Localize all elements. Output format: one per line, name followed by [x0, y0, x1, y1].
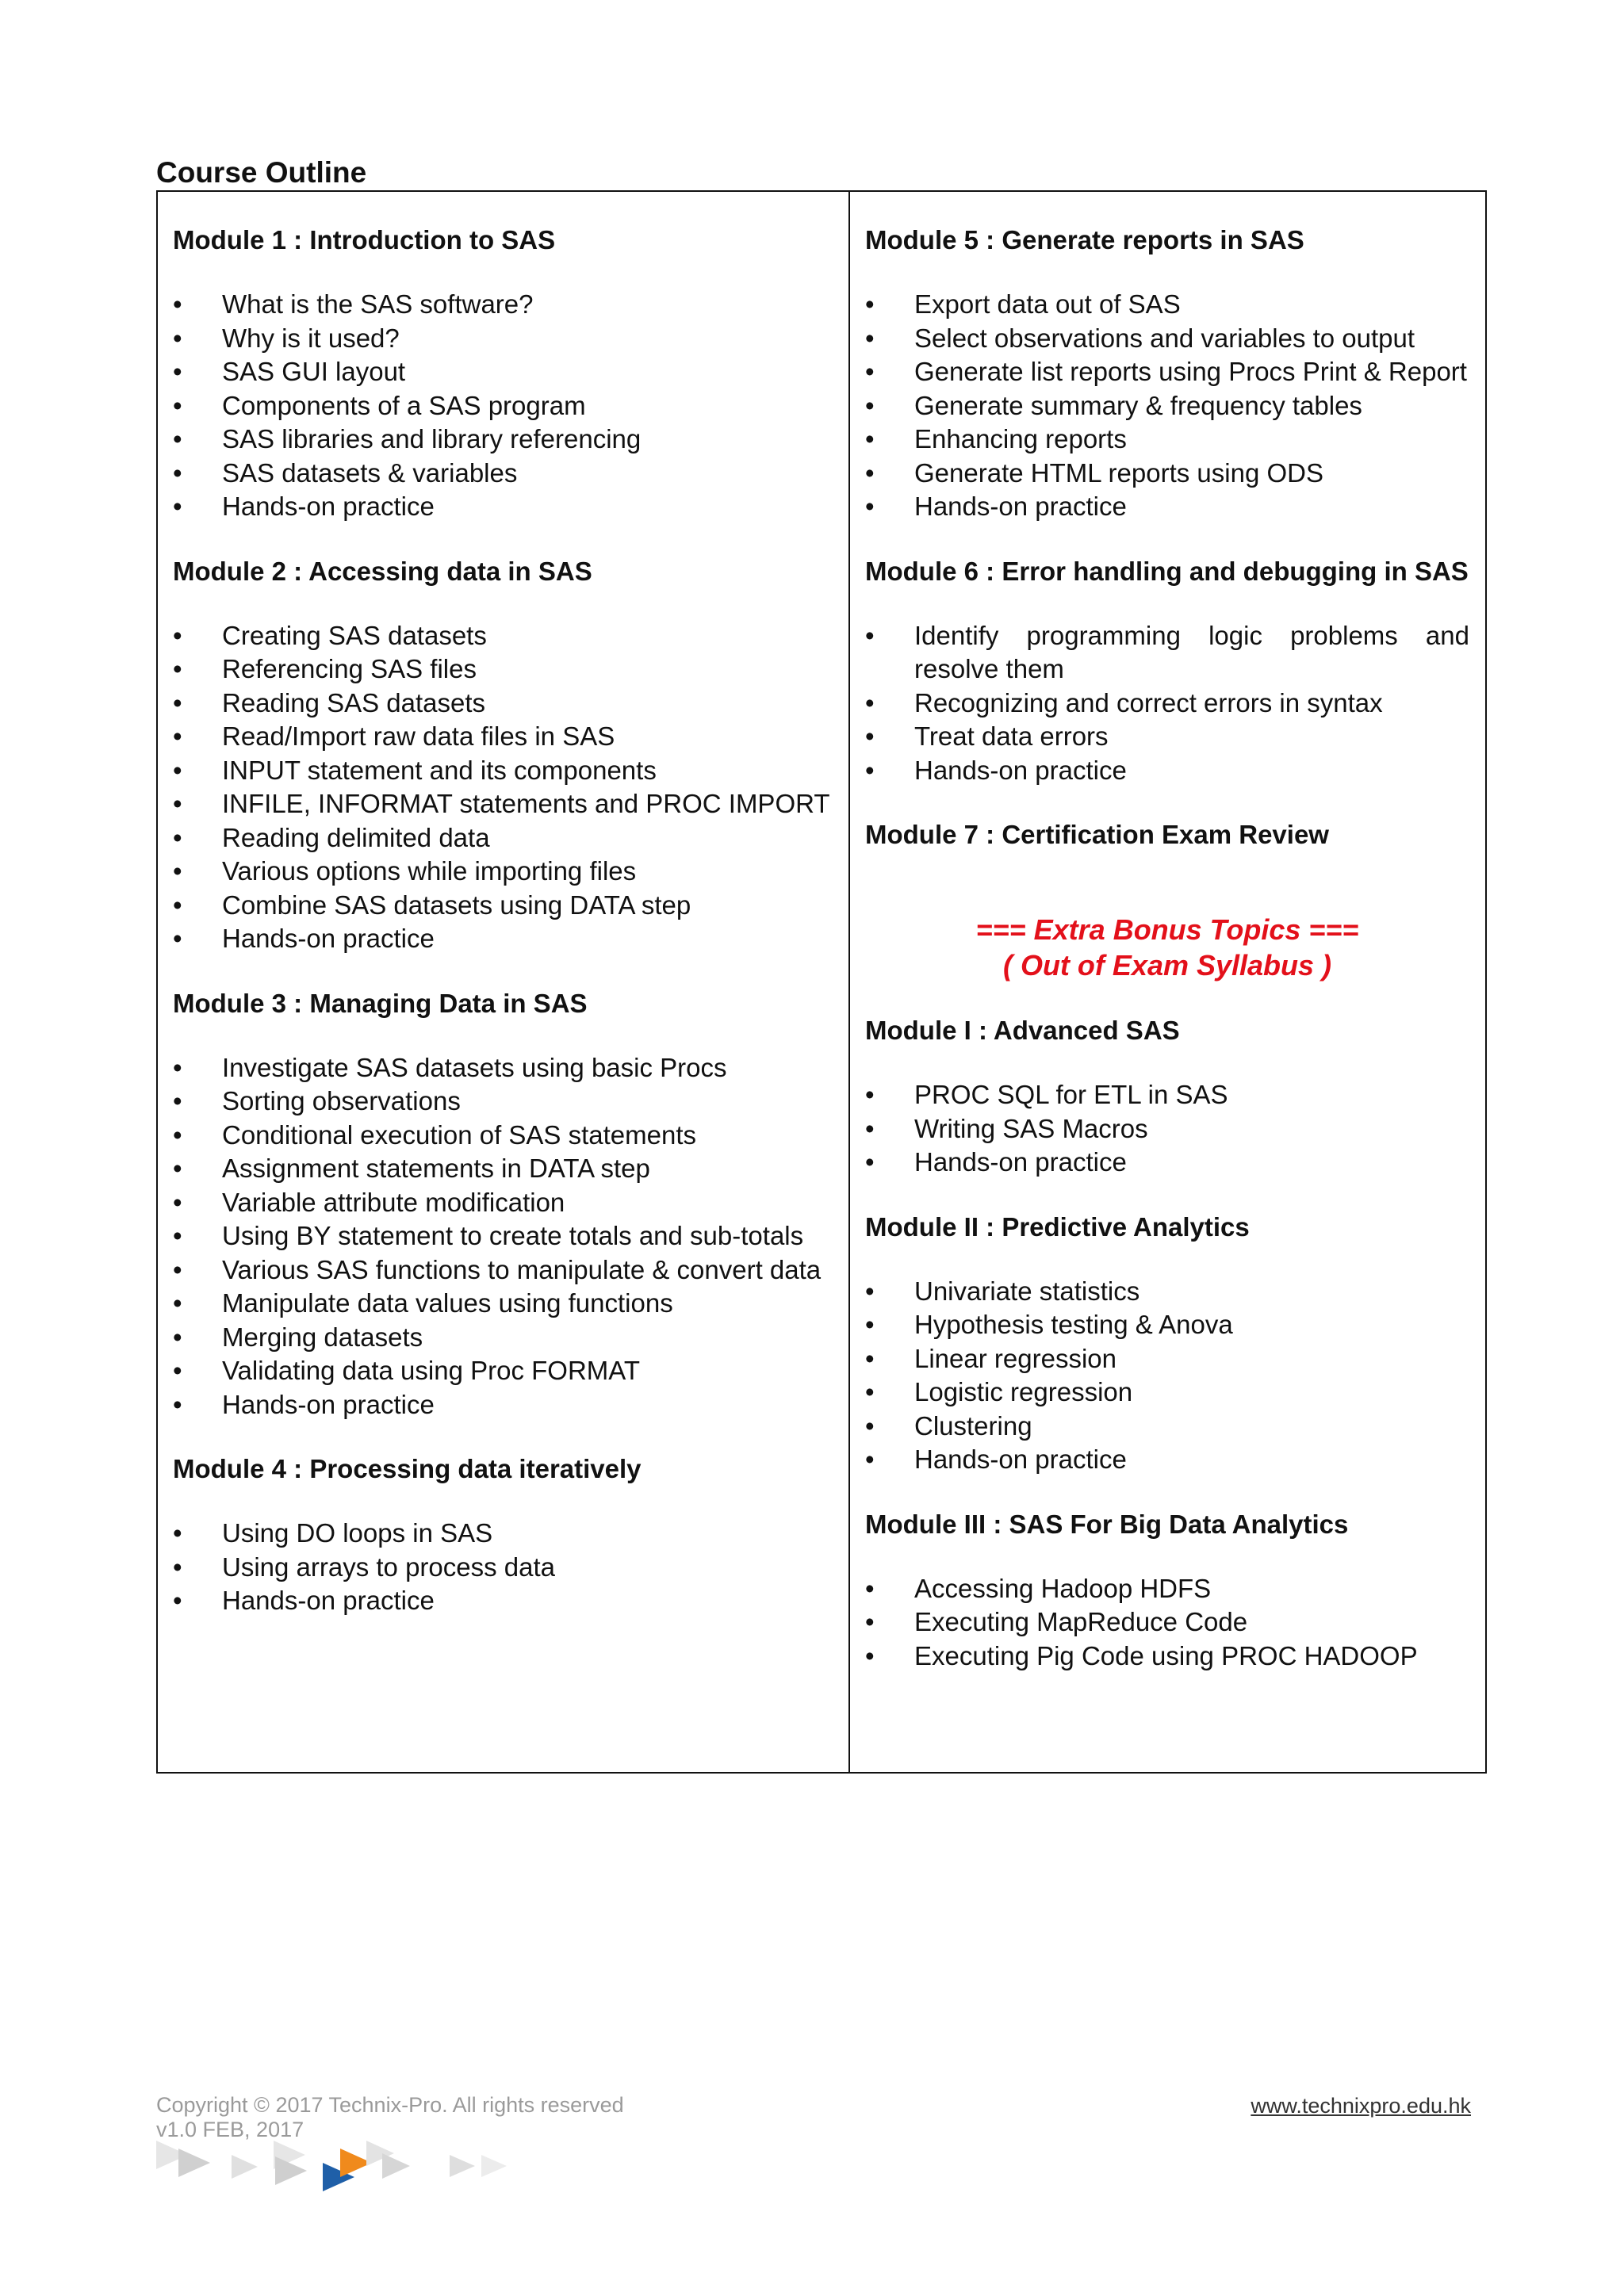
bullet-icon: •	[173, 1552, 182, 1582]
list-item	[865, 389, 1469, 423]
bullet-icon: •	[865, 323, 875, 353]
logo-arrow-9	[382, 2153, 410, 2179]
bullet-icon: •	[173, 424, 182, 453]
logo-arrow-2	[178, 2149, 210, 2177]
bullet-icon: •	[865, 1310, 875, 1339]
list-item-text: Logistic regression	[914, 1377, 1133, 1406]
module-heading: Module 5 : Generate reports in SAS	[865, 225, 1304, 254]
bullet-icon: •	[865, 721, 875, 751]
bullet-icon: •	[865, 687, 875, 718]
bullet-icon: •	[173, 323, 182, 353]
list-item	[173, 288, 833, 322]
list-item-text: Hands-on practice	[914, 492, 1127, 521]
footer-left	[156, 2093, 624, 2142]
module-heading: Module II : Predictive Analytics	[865, 1211, 1250, 1242]
bullet-icon: •	[173, 654, 182, 683]
list-item-text: Read/Import raw data files in SAS	[222, 721, 615, 751]
list-item-text: Hands-on practice	[914, 1445, 1127, 1474]
list-item-text: Treat data errors	[914, 721, 1109, 751]
bullet-icon: •	[865, 390, 875, 420]
list-item-text: Variable attribute modification	[222, 1187, 565, 1217]
list-item-text: Reading SAS datasets	[222, 687, 486, 718]
module-heading: Module 1 : Introduction to SAS	[173, 225, 556, 254]
list-item	[865, 1112, 1469, 1146]
arrow-triangles-logo-icon	[156, 2141, 521, 2212]
copyright-text: Copyright © 2017 Technix-Pro. All rights reserved	[156, 2093, 624, 2117]
list-item-text: Hands-on practice	[914, 1147, 1127, 1177]
bullet-icon: •	[173, 1389, 182, 1419]
list-item	[173, 1119, 833, 1153]
list-item	[173, 687, 833, 721]
bullet-icon: •	[865, 1573, 875, 1603]
list-item-text: INFILE, INFORMAT statements and PROC IMPORT	[222, 789, 830, 818]
list-item	[865, 490, 1469, 524]
list-item	[173, 619, 833, 653]
module-heading: Module III : SAS For Big Data Analytics	[865, 1509, 1349, 1539]
version-text: v1.0 FEB, 2017	[156, 2118, 304, 2141]
bullet-icon: •	[173, 1221, 182, 1250]
list-item-text: Linear regression	[914, 1343, 1116, 1373]
list-item-text: SAS GUI layout	[222, 357, 406, 386]
list-item	[865, 322, 1469, 356]
list-item-text: Export data out of SAS	[914, 289, 1181, 319]
list-item	[173, 652, 833, 687]
website-link[interactable]: www.technixpro.edu.hk	[1251, 2094, 1471, 2118]
list-item	[865, 1605, 1469, 1640]
course-outline-table	[156, 190, 1487, 1774]
list-item-text: SAS datasets & variables	[222, 457, 518, 488]
list-item-text: Using BY statement to create totals and sub-totals	[222, 1221, 804, 1250]
bullet-icon: •	[173, 856, 182, 886]
list-item-text: What is the SAS software?	[222, 289, 534, 319]
list-item-text: Investigate SAS datasets using basic Procs	[222, 1052, 727, 1082]
list-item	[173, 1085, 833, 1119]
list-item	[865, 457, 1469, 491]
list-item	[865, 288, 1469, 322]
list-item	[173, 1186, 833, 1220]
list-item-text: Manipulate data values using functions	[222, 1288, 673, 1318]
bullet-icon: •	[173, 1254, 182, 1284]
list-item	[865, 355, 1469, 389]
list-item	[173, 855, 833, 889]
list-item	[865, 1410, 1469, 1444]
list-item-text: Generate summary & frequency tables	[914, 390, 1362, 420]
list-item	[173, 1152, 833, 1186]
list-item-text: Various options while importing files	[222, 856, 637, 886]
list-item	[173, 1551, 833, 1585]
list-item	[173, 1253, 833, 1288]
bullet-icon: •	[173, 1119, 182, 1150]
list-item	[865, 423, 1469, 457]
module-topic-list	[173, 619, 833, 956]
bullet-icon: •	[173, 1518, 182, 1548]
bullet-icon: •	[173, 1052, 182, 1082]
list-item	[173, 457, 833, 491]
list-item-text: Executing Pig Code using PROC HADOOP	[914, 1640, 1418, 1670]
module-topic-list	[173, 288, 833, 524]
list-item-text: Executing MapReduce Code	[914, 1607, 1248, 1636]
list-item	[173, 389, 833, 423]
logo-arrow-10	[450, 2155, 475, 2177]
list-item-text: PROC SQL for ETL in SAS	[914, 1080, 1228, 1109]
list-item	[173, 423, 833, 457]
list-item	[865, 1443, 1469, 1477]
list-item	[865, 754, 1469, 788]
bullet-icon: •	[865, 1113, 875, 1143]
list-item	[865, 1078, 1469, 1112]
module-topic-list	[865, 1275, 1469, 1477]
module-heading: Module 2 : Accessing data in SAS	[173, 556, 592, 586]
bullet-icon: •	[173, 687, 182, 718]
list-item	[173, 1287, 833, 1321]
list-item-text: Writing SAS Macros	[914, 1113, 1148, 1143]
list-item-text: Using arrays to process data	[222, 1552, 556, 1582]
list-item	[173, 787, 833, 821]
bullet-icon: •	[865, 1607, 875, 1636]
list-item-text: SAS libraries and library referencing	[222, 424, 642, 453]
list-item-text: Generate HTML reports using ODS	[914, 457, 1323, 488]
bullet-icon: •	[173, 390, 182, 420]
list-item	[865, 687, 1469, 721]
list-item-text: Generate list reports using Procs Print & Report	[914, 357, 1467, 386]
module-topic-list	[865, 1572, 1469, 1674]
list-item	[865, 619, 1469, 687]
module-topic-list	[865, 288, 1469, 524]
bullet-icon: •	[865, 1147, 875, 1177]
module-topic-list	[173, 1517, 833, 1618]
bullet-icon: •	[173, 1288, 182, 1318]
page-title: Course Outline	[156, 156, 367, 189]
bullet-icon: •	[865, 424, 875, 453]
list-item-text: Components of a SAS program	[222, 390, 586, 420]
list-item	[173, 355, 833, 389]
bullet-icon: •	[865, 1410, 875, 1441]
module-heading: Module 6 : Error handling and debugging in SAS	[865, 556, 1469, 586]
list-item	[865, 720, 1469, 754]
bullet-icon: •	[173, 357, 182, 386]
bullet-icon: •	[173, 620, 182, 650]
bullet-icon: •	[865, 457, 875, 488]
list-item	[173, 889, 833, 923]
list-item-text: Validating data using Proc FORMAT	[222, 1356, 641, 1385]
bullet-icon: •	[173, 924, 182, 953]
bullet-icon: •	[173, 1154, 182, 1183]
list-item-text: Referencing SAS files	[222, 654, 477, 683]
bullet-icon: •	[865, 357, 875, 386]
list-item	[865, 1275, 1469, 1309]
list-item	[173, 490, 833, 524]
list-item	[173, 1051, 833, 1085]
bonus-topics-banner	[865, 912, 1469, 983]
list-item-text: Creating SAS datasets	[222, 620, 487, 650]
bullet-icon: •	[865, 620, 875, 650]
bullet-icon: •	[865, 1276, 875, 1306]
bonus-subtitle: ( Out of Exam Syllabus )	[1002, 949, 1332, 982]
list-item-text: Hands-on practice	[222, 924, 435, 953]
bullet-icon: •	[173, 457, 182, 488]
bullet-icon: •	[173, 1187, 182, 1217]
right-column	[850, 192, 1485, 1772]
list-item-text: Hands-on practice	[222, 1586, 435, 1615]
module-heading: Module 7 : Certification Exam Review	[865, 820, 1329, 849]
logo-arrow-11	[481, 2155, 507, 2177]
list-item	[173, 1354, 833, 1388]
list-item-text: Recognizing and correct errors in syntax	[914, 687, 1383, 718]
bullet-icon: •	[865, 1080, 875, 1109]
module-topic-list	[173, 1051, 833, 1422]
list-item-text: INPUT statement and its components	[222, 755, 657, 785]
list-item-text: Combine SAS datasets using DATA step	[222, 890, 691, 920]
bullet-icon: •	[173, 492, 182, 521]
list-item	[865, 1376, 1469, 1410]
list-item-text: Reading delimited data	[222, 822, 490, 852]
list-item-text: Conditional execution of SAS statements	[222, 1119, 697, 1150]
module-heading: Module 3 : Managing Data in SAS	[173, 988, 588, 1018]
bullet-icon: •	[173, 1086, 182, 1115]
bonus-title: === Extra Bonus Topics ===	[975, 913, 1359, 946]
list-item	[173, 1388, 833, 1422]
left-column	[158, 192, 850, 1772]
list-item-text: Hands-on practice	[222, 1389, 435, 1419]
list-item-text: Univariate statistics	[914, 1276, 1140, 1306]
bullet-icon: •	[173, 721, 182, 751]
list-item	[173, 1219, 833, 1253]
bullet-icon: •	[173, 890, 182, 920]
module-heading: Module 4 : Processing data iteratively	[173, 1454, 642, 1483]
list-item	[173, 1584, 833, 1618]
bullet-icon: •	[865, 1377, 875, 1406]
list-item-text: Various SAS functions to manipulate & convert data	[222, 1254, 822, 1284]
list-item	[173, 821, 833, 855]
list-item-text: Hands-on practice	[914, 755, 1127, 785]
list-item-text: Merging datasets	[222, 1322, 423, 1352]
bullet-icon: •	[173, 289, 182, 319]
bullet-icon: •	[865, 1445, 875, 1474]
list-item	[865, 1146, 1469, 1180]
list-item-text: Why is it used?	[222, 323, 400, 353]
list-item-text: Select observations and variables to output	[914, 323, 1415, 353]
list-item	[865, 1572, 1469, 1606]
bullet-icon: •	[173, 1356, 182, 1385]
list-item	[865, 1342, 1469, 1376]
bullet-icon: •	[173, 822, 182, 852]
bullet-icon: •	[865, 1640, 875, 1670]
bullet-icon: •	[865, 755, 875, 785]
list-item-text: Accessing Hadoop HDFS	[914, 1573, 1212, 1603]
list-item-text: Sorting observations	[222, 1086, 461, 1115]
bullet-icon: •	[865, 492, 875, 521]
bullet-icon: •	[865, 289, 875, 319]
list-item-text: Hands-on practice	[222, 492, 435, 521]
bullet-icon: •	[173, 789, 182, 818]
list-item	[173, 322, 833, 356]
module-heading: Module I : Advanced SAS	[865, 1016, 1180, 1045]
list-item	[865, 1640, 1469, 1674]
list-item	[173, 922, 833, 956]
bullet-icon: •	[865, 1343, 875, 1373]
list-item-text: Enhancing reports	[914, 424, 1127, 453]
logo-arrow-3	[232, 2155, 258, 2179]
list-item	[865, 1308, 1469, 1342]
list-item	[173, 720, 833, 754]
list-item-text: Identify programming logic problems and resolve them	[914, 620, 1469, 683]
bullet-icon: •	[173, 755, 182, 785]
list-item	[173, 1517, 833, 1551]
list-item-text: Hypothesis testing & Anova	[914, 1310, 1233, 1339]
module-topic-list	[865, 619, 1469, 788]
bullet-icon: •	[173, 1322, 182, 1352]
bullet-icon: •	[173, 1586, 182, 1615]
list-item-text: Clustering	[914, 1410, 1032, 1441]
module-topic-list	[865, 1078, 1469, 1180]
list-item-text: Using DO loops in SAS	[222, 1518, 493, 1548]
list-item-text: Assignment statements in DATA step	[222, 1154, 650, 1183]
list-item	[173, 1321, 833, 1355]
list-item	[173, 754, 833, 788]
